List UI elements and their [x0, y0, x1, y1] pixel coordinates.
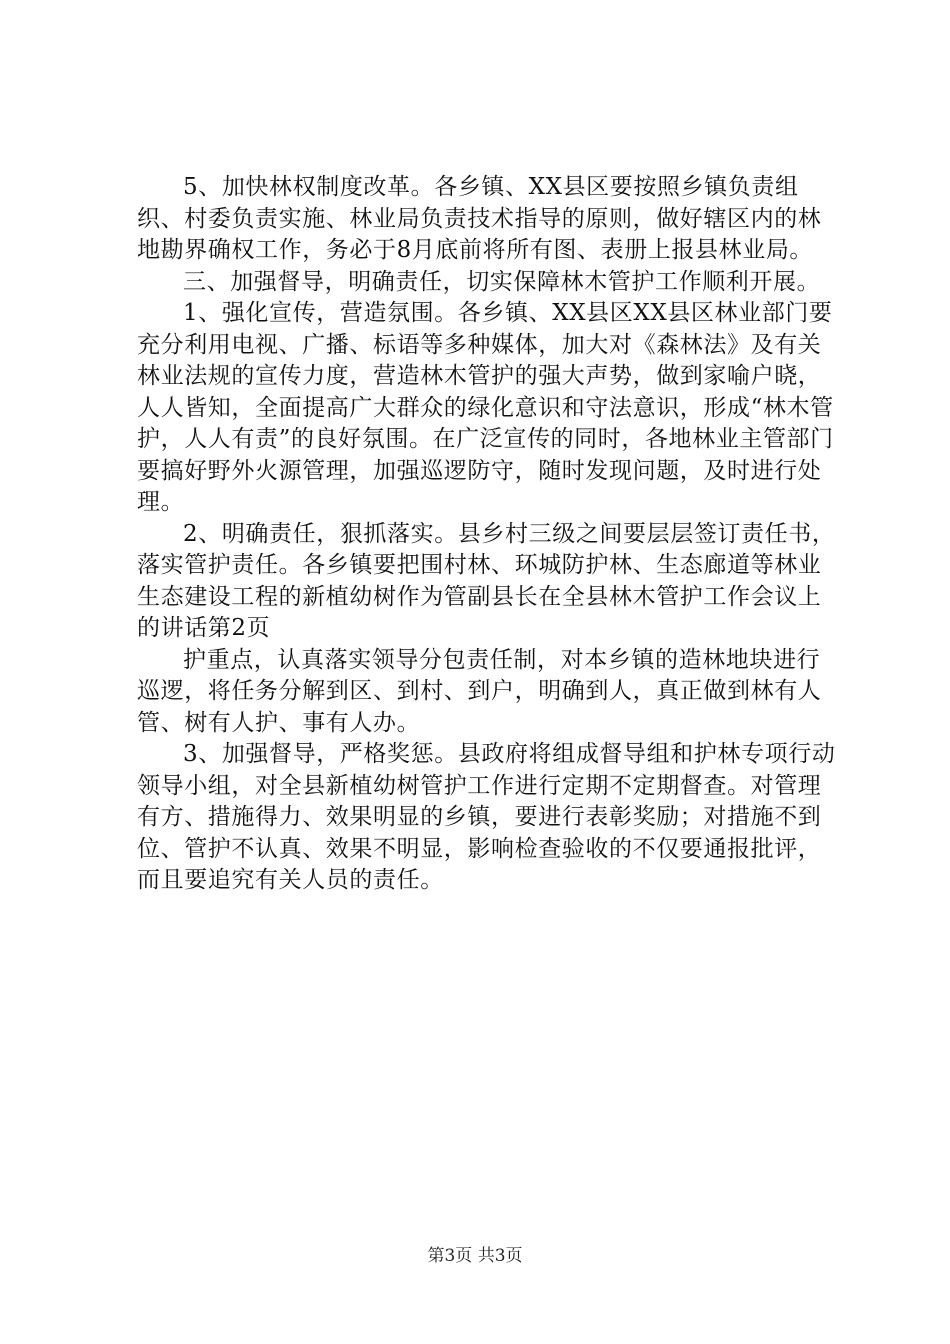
paragraph-responsibility: 2、明确责任，狠抓落实。县乡村三级之间要层层签订责任书，落实管护责任。各乡镇要把围村林、环城防护林、生态廊道等林业生态建设工程的新植幼树作为管副县长在全县林木管护工作会议上的讲话第2页: [137, 520, 836, 641]
page-number-footer: 第3页 共3页: [427, 1246, 523, 1266]
document-body: [137, 172, 837, 897]
paragraph-key-protection: 护重点，认真落实领导分包责任制，对本乡镇的造林地块进行巡逻，将任务分解到区、到村、到户，明确到人，真正做到林有人管、树有人护、事有人办。: [137, 646, 822, 736]
paragraph-publicity: 1、强化宣传，营造氛围。各乡镇、XX县区XX县区林业部门要充分利用电视、广播、标语等多种媒体，加大对《森林法》及有关林业法规的宣传力度，营造林木管护的强大声势，做到家喻户晓，人人皆知，全面提高广大群众的绿化意识和守法意识，形成“林木管护，人人有责”的良好氛围。在广泛宣传的同时，各地林业主管部门要搞好野外火源管理，加强巡逻防守，随时发现问题，及时进行处理。: [137, 300, 834, 515]
paragraph-supervision: 3、加强督导，严格奖惩。县政府将组成督导组和护林专项行动领导小组，对全县新植幼树管护工作进行定期不定期督查。对管理有方、措施得力、效果明显的乡镇，要进行表彰奖励；对措施不到位、管护不认真、效果不明显，影响检查验收的不仅要通报批评，而且要追究有关人员的责任。: [137, 741, 836, 893]
paragraph-section-three-heading: 三、加强督导，明确责任，切实保障林木管护工作顺利开展。: [183, 268, 821, 295]
paragraph-forest-rights-reform: 5、加快林权制度改革。各乡镇、XX县区要按照乡镇负责组织、村委负责实施、林业局负责技术指导的原则，做好辖区内的林地勘界确权工作，务必于8月底前将所有图、表册上报县林业局。: [137, 174, 822, 263]
